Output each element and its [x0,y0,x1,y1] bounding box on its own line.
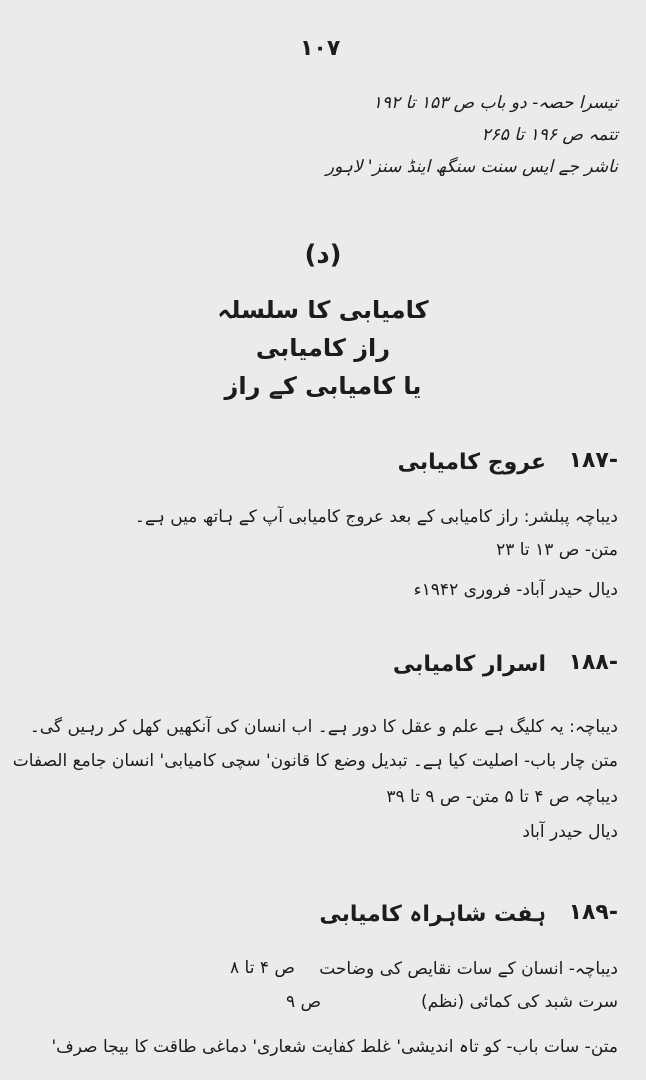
section-mark: (د) [304,240,342,270]
entry-line: دیباچہ پبلشر: راز کامیابی کے بعد عروج کامیابی آپ کے ہاتھ میں ہے۔ [134,507,618,527]
entry-line: دیال حیدر آباد- فروری ۱۹۴۲ء [413,580,618,600]
section-title: راز کامیابی [255,334,391,362]
entry-line: دیال حیدر آباد [522,822,618,842]
section-title: یا کامیابی کے راز [224,372,422,400]
entry-line: دیباچہ- انسان کے سات نقایص کی وضاحت [319,959,618,979]
entry-title: اسرار کامیابی [392,652,546,677]
page-reference: ص ۴ تا ۸ [230,958,295,978]
entry-title: ہفت شاہراہ کامیابی [319,902,546,927]
top-line: ناشر جے ایس سنت سنگھ اینڈ سنز' لاہور [325,157,618,177]
top-line: تتمہ ص ۱۹۶ تا ۲۶۵ [481,125,618,145]
entry-line: متن- سات باب- کو تاہ اندیشی' غلط کفایت شعاری' دماغی طاقت کا بیجا صرف' [51,1037,618,1057]
entry-number: ۱۸۹- [568,900,618,925]
entry-title: عروج کامیابی [397,450,546,475]
entry-number: ۱۸۷- [568,448,618,473]
top-line: تیسرا حصہ- دو باب ص ۱۵۳ تا ۱۹۲ [372,93,618,113]
entry-line: سرت شبد کی کمائی (نظم) [420,992,618,1012]
section-title: کامیابی کا سلسلہ [217,296,429,324]
entry-number: ۱۸۸- [568,650,618,675]
entry-line: دیباچہ ص ۴ تا ۵ متن- ص ۹ تا ۳۹ [386,787,618,807]
page-reference: ص ۹ [286,992,322,1012]
entry-line: دیباچہ: یہ کلیگ ہے علم و عقل کا دور ہے۔ اب انسان کی آنکھیں کھل کر رہیں گی۔ [29,717,618,737]
entry-line: متن- ص ۱۳ تا ۲۳ [496,540,618,560]
entry-line: متن چار باب- اصلیت کیا ہے۔ تبدیل وضع کا قانون' سچی کامیابی' انسان جامع الصفات [12,751,618,771]
page-number: ١٠٧ [300,36,341,61]
